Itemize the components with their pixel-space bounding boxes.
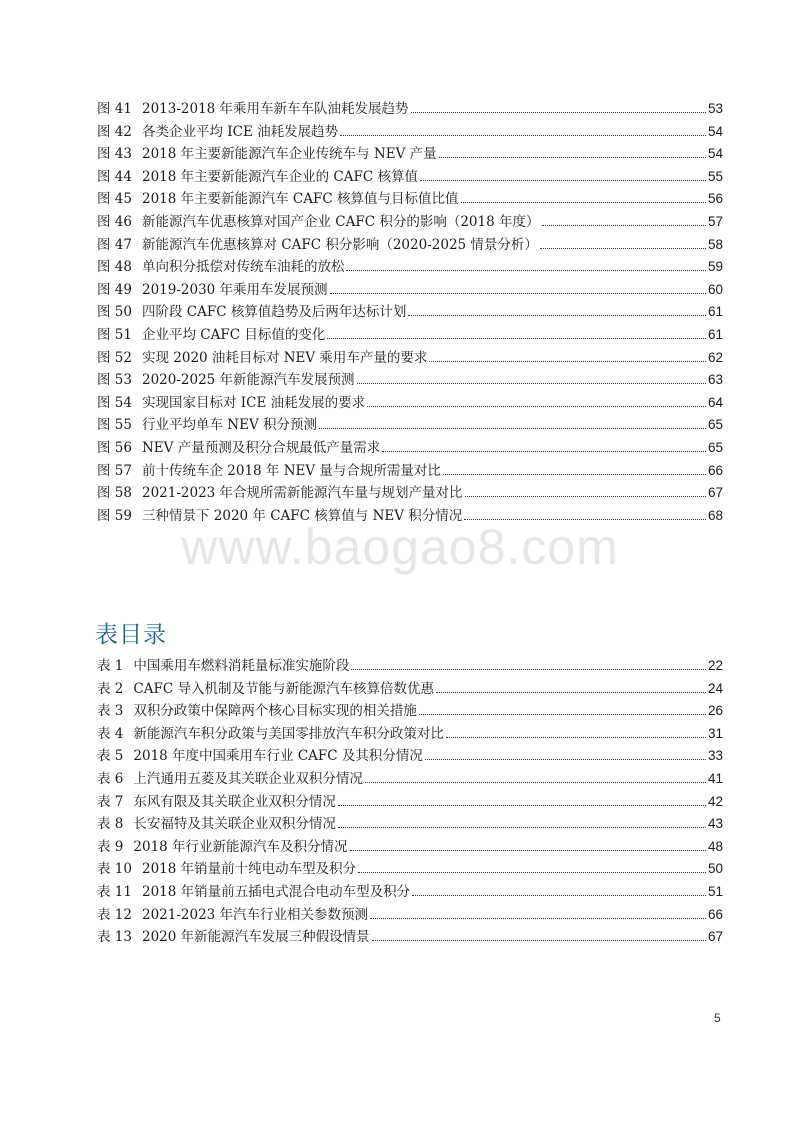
figure-entry-number: 图 56 bbox=[97, 439, 132, 456]
dot-leader bbox=[357, 383, 706, 384]
table-entry[interactable] bbox=[97, 678, 723, 701]
dot-leader bbox=[372, 940, 706, 941]
dot-leader bbox=[382, 451, 706, 452]
figure-entry-page: 55 bbox=[707, 168, 723, 184]
table-entry[interactable] bbox=[97, 926, 723, 949]
table-entry-title: 2018 年销量前五插电式混合电动车型及积分 bbox=[141, 883, 411, 900]
figure-entry[interactable] bbox=[97, 392, 723, 415]
figure-entry-title: 各类企业平均 ICE 油耗发展趋势 bbox=[141, 123, 339, 140]
table-entry-page: 67 bbox=[707, 929, 723, 945]
figure-entry-number: 图 51 bbox=[97, 326, 132, 343]
figure-entry-title: 新能源汽车优惠核算对国产企业 CAFC 积分的影响（2018 年度） bbox=[141, 213, 540, 230]
table-entry-page: 22 bbox=[707, 658, 723, 673]
figure-entry-page: 54 bbox=[707, 146, 723, 162]
figure-entry-title: 新能源汽车优惠核算对 CAFC 积分影响（2020-2025 情景分析） bbox=[141, 236, 538, 253]
table-entry-number: 表 8 bbox=[97, 816, 124, 833]
table-entry-title: 中国乘用车燃料消耗量标准实施阶段 bbox=[133, 658, 350, 674]
table-entry-title: 东风有限及其关联企业双积分情况 bbox=[133, 793, 336, 810]
table-entry-number: 表 5 bbox=[97, 748, 124, 765]
table-entry-number: 表 13 bbox=[97, 929, 132, 946]
table-entry-page: 48 bbox=[707, 838, 723, 854]
dot-leader bbox=[338, 805, 706, 806]
figure-entry-page: 59 bbox=[707, 259, 723, 275]
figure-entry-title: 实现 2020 油耗目标对 NEV 乘用车产量的要求 bbox=[141, 349, 428, 366]
figure-entry-number: 图 53 bbox=[97, 372, 132, 389]
figure-entry-number: 图 41 bbox=[97, 101, 132, 117]
table-entry[interactable] bbox=[97, 791, 723, 814]
dot-leader bbox=[412, 895, 706, 896]
figure-entry-page: 65 bbox=[707, 439, 723, 455]
dot-leader bbox=[327, 338, 706, 339]
figure-entry[interactable] bbox=[97, 414, 723, 437]
table-entry-title: 新能源汽车积分政策与美国零排放汽车积分政策对比 bbox=[133, 725, 444, 742]
figure-entry[interactable] bbox=[97, 347, 723, 370]
figure-entry[interactable] bbox=[97, 98, 723, 121]
table-entry-title: 双积分政策中保障两个核心目标实现的相关措施 bbox=[133, 703, 417, 720]
figure-entry-number: 图 47 bbox=[97, 236, 132, 253]
dot-leader bbox=[330, 293, 706, 294]
figure-entry-title: 2020-2025 年新能源汽车发展预测 bbox=[141, 372, 355, 389]
figure-entry[interactable] bbox=[97, 143, 723, 166]
figure-entry-title: 实现国家目标对 ICE 油耗发展的要求 bbox=[141, 394, 366, 411]
figure-entry[interactable] bbox=[97, 256, 723, 279]
table-entry-page: 26 bbox=[707, 703, 723, 719]
dot-leader bbox=[350, 850, 706, 851]
table-entry-page: 42 bbox=[707, 793, 723, 809]
table-entry[interactable] bbox=[97, 881, 723, 904]
dot-leader bbox=[365, 782, 706, 783]
figure-entry-number: 图 58 bbox=[97, 485, 132, 502]
table-entry[interactable] bbox=[97, 813, 723, 836]
table-entry-number: 表 2 bbox=[97, 680, 124, 697]
figure-entry-page: 61 bbox=[707, 326, 723, 342]
table-entry-title: 上汽通用五菱及其关联企业双积分情况 bbox=[133, 770, 363, 787]
figure-entry-number: 图 59 bbox=[97, 507, 132, 524]
figure-entry-number: 图 45 bbox=[97, 191, 132, 208]
dot-leader bbox=[358, 872, 706, 873]
tables-heading: 表目录 bbox=[95, 622, 167, 648]
figure-entry-title: 单向积分抵偿对传统车油耗的放松 bbox=[141, 259, 345, 276]
figure-entry-page: 58 bbox=[707, 236, 723, 252]
page-number: 5 bbox=[714, 1011, 721, 1025]
table-entry-title: 2018 年销量前十纯电动车型及积分 bbox=[141, 861, 357, 878]
figure-entry-page: 63 bbox=[707, 372, 723, 388]
figure-entry[interactable] bbox=[97, 437, 723, 460]
table-entry-title: CAFC 导入机制及节能与新能源汽车核算倍数优惠 bbox=[133, 680, 434, 697]
dot-leader bbox=[436, 692, 706, 693]
figure-entry-page: 67 bbox=[707, 485, 723, 501]
table-entry-number: 表 10 bbox=[97, 861, 132, 878]
figure-entry-title: 2021-2023 年合规所需新能源汽车量与规划产量对比 bbox=[141, 485, 463, 502]
dot-leader bbox=[319, 428, 706, 429]
figure-entry-title: 2013-2018 年乘用车新车车队油耗发展趋势 bbox=[141, 101, 409, 117]
table-entry-page: 41 bbox=[707, 770, 723, 786]
watermark: www.baogao8.com bbox=[181, 519, 619, 575]
dot-leader bbox=[542, 225, 706, 226]
figure-entry[interactable] bbox=[97, 324, 723, 347]
dot-leader bbox=[351, 669, 706, 670]
figure-entry-page: 53 bbox=[707, 101, 723, 116]
table-entry-title: 2020 年新能源汽车发展三种假设情景 bbox=[141, 929, 370, 946]
figure-entry-page: 57 bbox=[707, 213, 723, 229]
figure-entry-title: 行业平均单车 NEV 积分预测 bbox=[141, 417, 317, 434]
table-entry[interactable] bbox=[97, 745, 723, 768]
figure-entry-title: 2018 年主要新能源汽车企业传统车与 NEV 产量 bbox=[141, 146, 437, 163]
figure-entry[interactable] bbox=[97, 482, 723, 505]
figure-entry-number: 图 54 bbox=[97, 394, 132, 411]
figure-entry[interactable] bbox=[97, 121, 723, 144]
figure-entry[interactable] bbox=[97, 279, 723, 302]
table-entry-page: 24 bbox=[707, 680, 723, 696]
figure-entry-number: 图 42 bbox=[97, 123, 132, 140]
figure-entry-page: 62 bbox=[707, 349, 723, 365]
table-entry[interactable] bbox=[97, 836, 723, 859]
table-entry-title: 长安福特及其关联企业双积分情况 bbox=[133, 816, 336, 833]
table-entry-page: 51 bbox=[707, 883, 723, 899]
figure-list bbox=[97, 98, 723, 527]
table-list bbox=[97, 655, 723, 949]
table-entry-page: 50 bbox=[707, 861, 723, 877]
figure-entry-title: 四阶段 CAFC 核算值趋势及后两年达标计划 bbox=[141, 304, 407, 321]
dot-leader bbox=[346, 270, 705, 271]
figure-entry[interactable] bbox=[97, 211, 723, 234]
dot-leader bbox=[367, 406, 706, 407]
table-entry-number: 表 12 bbox=[97, 906, 132, 923]
dot-leader bbox=[443, 474, 706, 475]
table-entry-page: 43 bbox=[707, 816, 723, 832]
dot-leader bbox=[540, 248, 706, 249]
table-entry-page: 66 bbox=[707, 906, 723, 922]
figure-entry[interactable] bbox=[97, 234, 723, 257]
figure-entry-page: 68 bbox=[707, 507, 723, 523]
table-entry-number: 表 11 bbox=[97, 883, 132, 900]
dot-leader bbox=[446, 737, 706, 738]
figure-entry-number: 图 57 bbox=[97, 462, 132, 479]
table-entry-number: 表 1 bbox=[97, 658, 124, 674]
figure-entry[interactable] bbox=[97, 188, 723, 211]
table-entry[interactable] bbox=[97, 723, 723, 746]
table-entry-page: 31 bbox=[707, 725, 723, 741]
figure-entry[interactable] bbox=[97, 460, 723, 483]
figure-entry-title: 三种情景下 2020 年 CAFC 核算值与 NEV 积分情况 bbox=[141, 507, 463, 524]
table-entry[interactable] bbox=[97, 858, 723, 881]
figure-entry-number: 图 50 bbox=[97, 304, 132, 321]
table-entry-title: 2021-2023 年汽车行业相关参数预测 bbox=[141, 906, 369, 923]
figure-entry-number: 图 43 bbox=[97, 146, 132, 163]
table-entry-number: 表 6 bbox=[97, 770, 124, 787]
figure-entry-page: 54 bbox=[707, 123, 723, 139]
table-entry[interactable] bbox=[97, 700, 723, 723]
figure-entry-title: 2018 年主要新能源汽车企业的 CAFC 核算值 bbox=[141, 168, 418, 185]
figure-entry-number: 图 44 bbox=[97, 168, 132, 185]
figure-entry-title: 2018 年主要新能源汽车 CAFC 核算值与目标值比值 bbox=[141, 191, 459, 208]
table-entry[interactable] bbox=[97, 655, 723, 678]
figure-entry-page: 65 bbox=[707, 417, 723, 433]
table-entry-number: 表 9 bbox=[97, 838, 124, 855]
dot-leader bbox=[425, 759, 706, 760]
dot-leader bbox=[338, 827, 706, 828]
figure-entry-title: NEV 产量预测及积分合规最低产量需求 bbox=[141, 439, 381, 456]
dot-leader bbox=[419, 714, 706, 715]
table-entry[interactable] bbox=[97, 768, 723, 791]
table-entry-title: 2018 年度中国乘用车行业 CAFC 及其积分情况 bbox=[133, 748, 423, 765]
table-entry-number: 表 3 bbox=[97, 703, 124, 720]
dot-leader bbox=[408, 315, 706, 316]
figure-entry-number: 图 52 bbox=[97, 349, 132, 366]
figure-entry-number: 图 46 bbox=[97, 213, 132, 230]
dot-leader bbox=[340, 135, 706, 136]
dot-leader bbox=[411, 112, 706, 113]
table-entry-number: 表 4 bbox=[97, 725, 124, 742]
figure-entry-page: 56 bbox=[707, 191, 723, 207]
figure-entry-number: 图 55 bbox=[97, 417, 132, 434]
dot-leader bbox=[429, 361, 706, 362]
figure-entry-page: 61 bbox=[707, 304, 723, 320]
table-entry-page: 33 bbox=[707, 748, 723, 764]
dot-leader bbox=[461, 202, 706, 203]
figure-entry-title: 企业平均 CAFC 目标值的变化 bbox=[141, 326, 326, 343]
dot-leader bbox=[465, 496, 706, 497]
figure-entry-title: 2019-2030 年乘用车发展预测 bbox=[141, 281, 328, 298]
dot-leader bbox=[420, 180, 706, 181]
figure-entry-number: 图 48 bbox=[97, 259, 132, 276]
table-entry-number: 表 7 bbox=[97, 793, 124, 810]
figure-entry-page: 60 bbox=[707, 281, 723, 297]
figure-entry-page: 66 bbox=[707, 462, 723, 478]
figure-entry-page: 64 bbox=[707, 394, 723, 410]
figure-entry[interactable] bbox=[97, 301, 723, 324]
dot-leader bbox=[439, 157, 706, 158]
figure-entry[interactable] bbox=[97, 166, 723, 189]
figure-entry[interactable] bbox=[97, 369, 723, 392]
figure-entry-number: 图 49 bbox=[97, 281, 132, 298]
table-entry[interactable] bbox=[97, 904, 723, 927]
table-entry-title: 2018 年行业新能源汽车及积分情况 bbox=[133, 838, 348, 855]
dot-leader bbox=[370, 918, 706, 919]
figure-entry-title: 前十传统车企 2018 年 NEV 量与合规所需量对比 bbox=[141, 462, 441, 479]
